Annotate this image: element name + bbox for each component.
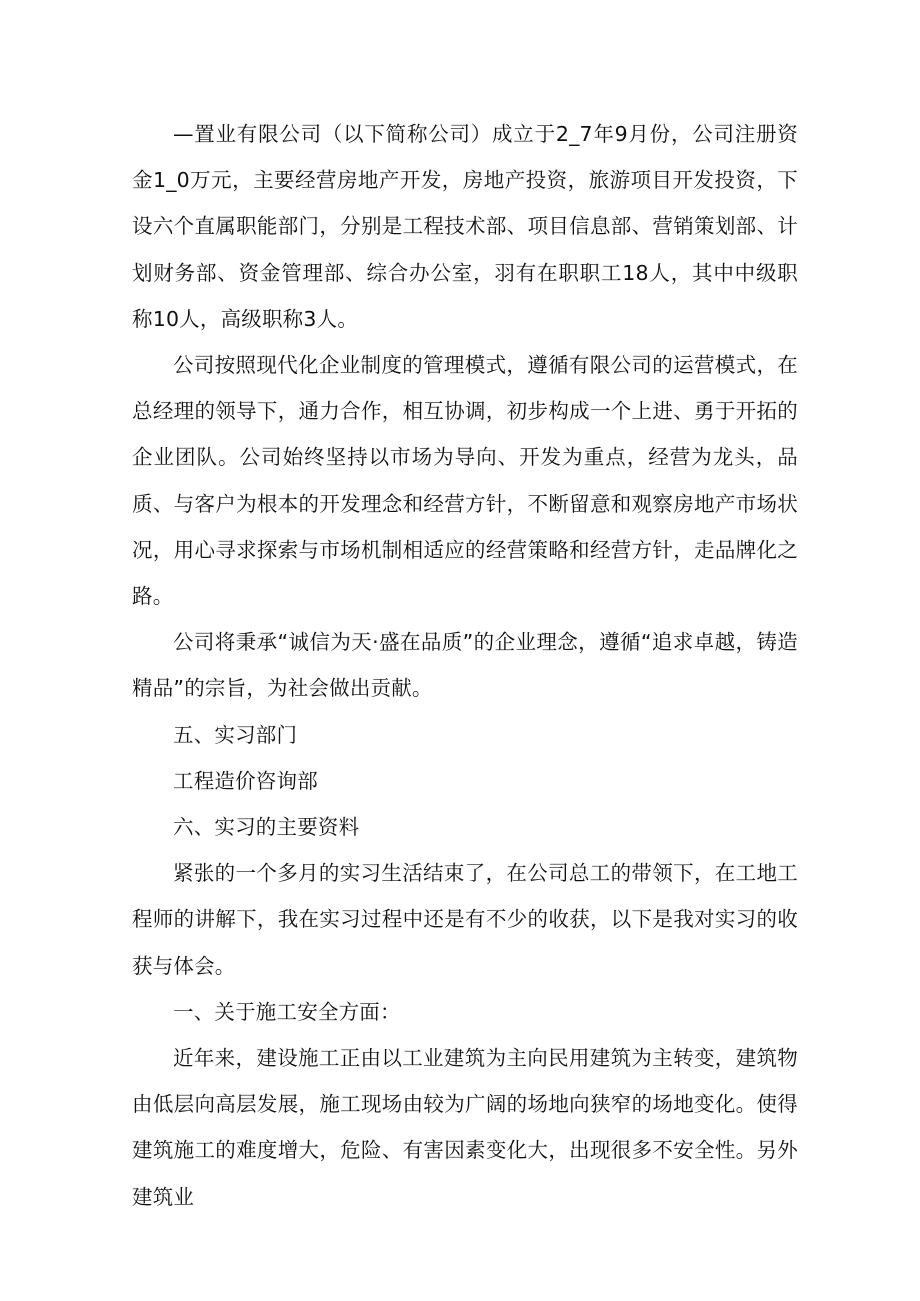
paragraph-construction-trends: 近年来，建设施工正由以工业建筑为主向民用建筑为主转变，建筑物由低层向高层发展，施工现场由较为广阔的场地向狭窄的场地变化。使得建筑施工的难度增大，危险、有害因素变化大，出现很多不安全性。另外建筑业 — [132, 1046, 798, 1209]
document-body — [132, 111, 798, 1220]
paragraph-company-philosophy: 公司将秉承“诚信为天·盛在品质”的企业理念，遵循“追求卓越，铸造精品”的宗旨，为社会做出贡献。 — [132, 630, 798, 701]
paragraph-internship-summary: 紧张的一个多月的实习生活结束了，在公司总工的带领下，在工地工程师的讲解下，我在实习过程中还是有不少的收获，以下是我对实习的收获与体会。 — [132, 861, 798, 978]
paragraph-department-name: 工程造价咨询部 — [173, 768, 318, 793]
section-heading-construction-safety: 一、关于施工安全方面： — [173, 999, 401, 1024]
section-heading-internship-department: 五、实习部门 — [173, 722, 298, 747]
paragraph-company-intro: —置业有限公司（以下简称公司）成立于2_7年9月份，公司注册资金1_0万元，主要经营房地产开发，房地产投资，旅游项目开发投资，下设六个直属职能部门，分别是工程技术部、项目信息部、营销策划部、计划财务部、资金管理部、综合办公室，羽有在职职工18人，其中中级职称10人，高级职称3人。 — [132, 122, 798, 331]
paragraph-management-model: 公司按照现代化企业制度的管理模式，遵循有限公司的运营模式，在总经理的领导下，通力合作，相互协调，初步构成一个上进、勇于开拓的企业团队。公司始终坚持以市场为导向、开发为重点，经营为龙头，品质、与客户为根本的开发理念和经营方针，不断留意和观察房地产市场状况，用心寻求探索与市场机制相适应的经营策略和经营方针，走品牌化之路。 — [132, 353, 798, 609]
section-heading-main-content: 六、实习的主要资料 — [173, 815, 360, 840]
